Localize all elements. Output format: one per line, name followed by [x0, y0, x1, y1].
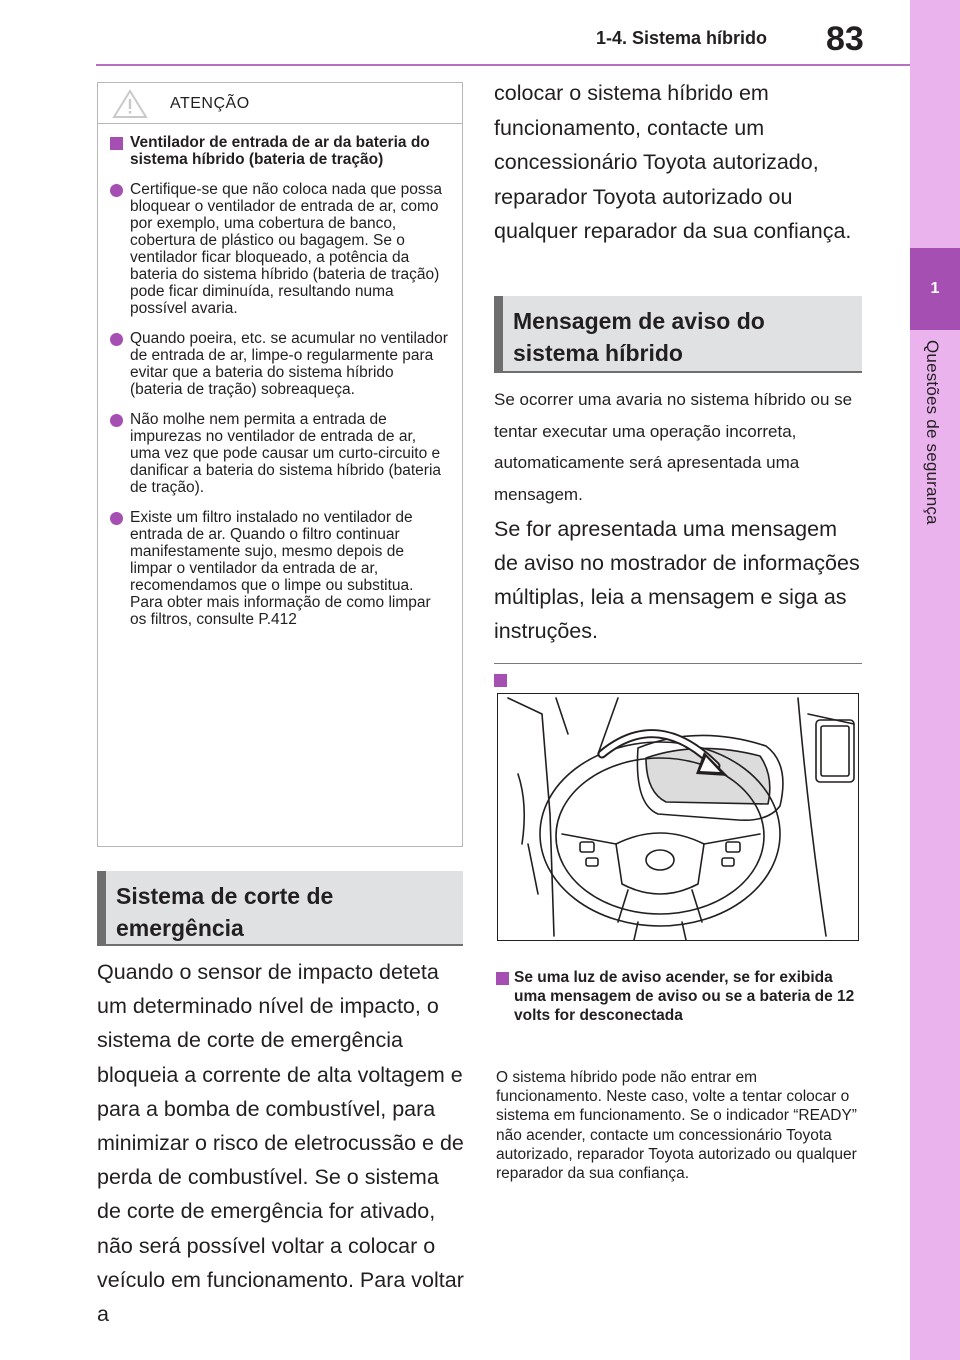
- page-number: 83: [826, 20, 864, 58]
- section-title: 1-4. Sistema híbrido: [596, 28, 768, 48]
- warning-title: ATENÇÃO: [170, 95, 250, 112]
- warning-message-instruction: Se for apresentada uma mensagem de aviso no mostrador de informações múltiplas, leia a mensagem e siga as instruções.: [494, 517, 860, 643]
- warning-item: [110, 181, 450, 317]
- warning-message-intro: Se ocorrer uma avaria no sistema híbrido ou se tentar executar uma operação incorreta, automaticamente será apresentada uma mensagem.: [494, 390, 853, 504]
- section-heading-text: Mensagem de aviso do sistema híbrido: [513, 308, 765, 366]
- steering-wheel-illustration: [498, 694, 858, 940]
- chapter-number: 1: [910, 248, 960, 330]
- warning-item-text: Quando poeira, etc. se acumular no ventilador de entrada de ar, limpe-o regularmente para evitar que a bateria do sistema híbrido (bateria de tração) sobreaqueça.: [130, 330, 448, 398]
- note-heading-text: Se uma luz de aviso acender, se for exibida uma mensagem de aviso ou se a bateria de 12 volts for desconectada: [514, 969, 855, 1024]
- bullet-dot-icon: [110, 414, 123, 427]
- warning-subtitle-text: Ventilador de entrada de ar da bateria do sistema híbrido (bateria de tração): [130, 134, 430, 168]
- steering-wheel-figure: [497, 693, 859, 941]
- warning-subtitle: [110, 134, 450, 168]
- divider: [494, 663, 862, 664]
- note-body: O sistema híbrido pode não entrar em funcionamento. Neste caso, volte a tentar colocar o sistema em funcionamento. Se o indicador “READY” não acender, contacte um concessionário Toyota autorizado, reparador Toyota autorizado ou qualquer reparador da sua confiança.: [496, 1069, 857, 1183]
- warning-box: [97, 82, 463, 847]
- warning-item: [110, 330, 450, 398]
- bullet-dot-icon: [110, 512, 123, 525]
- warning-item-text: Existe um filtro instalado no ventilador de entrada de ar. Quando o filtro continuar manifestamente sujo, mesmo depois de limpar o ventilador da entrada de ar, recomendamos que o limpe ou substitua. Para obter mais informação de como limpar os filtros, consulte P.412: [130, 509, 431, 628]
- section-heading-text: Sistema de corte de emergência: [116, 883, 334, 941]
- warning-item: [110, 509, 450, 628]
- square-bullet-icon: [110, 137, 123, 150]
- section-heading-warning-message: [494, 296, 862, 373]
- warning-header: [98, 83, 462, 124]
- chapter-label: Questões de segurança: [923, 340, 942, 525]
- warning-triangle-icon: [112, 89, 148, 119]
- warning-item-text: Não molhe nem permita a entrada de impurezas no ventilador de entrada de ar, uma vez que pode causar um curto-circuito e danificar a bateria do sistema híbrido (bateria de tração).: [130, 411, 442, 496]
- section-heading-emergency: [97, 871, 463, 946]
- bullet-dot-icon: [110, 333, 123, 346]
- header-divider: [96, 64, 910, 66]
- warning-item-text: Certifique-se que não coloca nada que possa bloquear o ventilador de entrada de ar, como por exemplo, uma cobertura de banco, cobertura de plástico ou bagagem. Se o ventilador ficar bloqueado, a potência da bateria do sistema híbrido (bateria de tração) pode ficar diminuída, resultando numa possível avaria.: [130, 181, 442, 317]
- bullet-dot-icon: [110, 184, 123, 197]
- chapter-tab: [910, 0, 960, 1360]
- emergency-body: Quando o sensor de impacto deteta um determinado nível de impacto, o sistema de corte de emergência bloqueia a corrente de alta voltagem e para a bomba de combustível, para minimizar o risco de eletrocussão e de perda de combustível. Se o sistema de corte de emergência for ativado, não será possível voltar a colocar o veículo em funcionamento. Para voltar a: [97, 960, 464, 1327]
- warning-item: [110, 411, 450, 496]
- square-bullet-icon: [494, 674, 507, 687]
- square-bullet-icon: [496, 972, 509, 985]
- note-heading: [494, 968, 862, 1025]
- continued-body: colocar o sistema híbrido em funcionamento, contacte um concessionário Toyota autorizado, reparador Toyota autorizado ou qualquer reparador da sua confiança.: [494, 81, 852, 243]
